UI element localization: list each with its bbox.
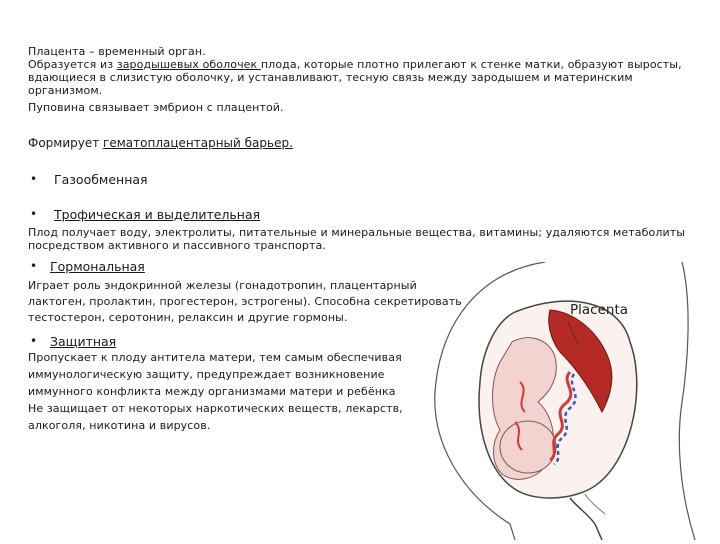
embryonic-membranes-link[interactable]: зародышевых оболочек: [116, 58, 261, 71]
fetus-head: [500, 421, 556, 473]
cervix: [570, 498, 602, 540]
cervix-inner: [585, 494, 605, 514]
intro-line-2: [28, 58, 682, 72]
protective-line-4: Не защищает от некоторых наркотических веществ, лекарств,: [28, 402, 403, 415]
hematoplacental-barrier-link[interactable]: гематоплацентарный барьер.: [103, 136, 293, 150]
barrier-line: [28, 136, 293, 151]
intro-line-3: вдающиеся в слизистую оболочку, и устанавливают, тесную связь между зародышем и материнским: [28, 71, 633, 84]
hormonal-line-2: лактоген, пролактин, прогестерон, эстрогены). Способна секретировать: [28, 295, 462, 308]
protective-line-3: иммунного конфликта между организмами матери и ребёнка: [28, 385, 396, 398]
intro-line-5: Пуповина связывает эмбрион с плацентой.: [28, 101, 284, 114]
function-gas-exchange: Газообменная: [54, 172, 148, 187]
placenta-illustration: [420, 262, 720, 540]
protective-line-1: Пропускает к плоду антитела матери, тем самым обеспечивая: [28, 351, 402, 364]
function-trophic[interactable]: Трофическая и выделительная: [54, 207, 261, 222]
bullet-trophic: •: [30, 207, 38, 221]
placenta-label: Placenta: [570, 302, 629, 318]
protective-line-2: иммунологическую защиту, предупреждает возникновение: [28, 368, 385, 381]
back-outline: [679, 262, 695, 540]
hormonal-line-3: тестостерон, серотонин, релаксин и другие гормоны.: [28, 311, 348, 324]
hormonal-line-1: Играет роль эндокринной железы (гонадотропин, плацентарный: [28, 279, 417, 292]
intro-line-4: организмом.: [28, 84, 103, 97]
barrier-pre: Формирует: [28, 136, 104, 150]
trophic-line-1: Плод получает воду, электролиты, питательные и минеральные вещества, витамины; удаляются метаболиты: [28, 226, 686, 239]
intro-line-1: Плацента – временный орган.: [28, 45, 206, 58]
bullet-protective: •: [30, 334, 38, 348]
bullet-hormonal: •: [30, 259, 38, 273]
protective-line-5: алкоголя, никотина и вирусов.: [28, 419, 211, 432]
intro-line-2-post: плода, которые плотно прилегают к стенке матки, образуют выросты,: [260, 58, 682, 71]
trophic-line-2: посредством активного и пассивного транспорта.: [28, 239, 326, 252]
function-protective[interactable]: Защитная: [50, 334, 117, 349]
bullet-gas-exchange: •: [30, 172, 38, 186]
intro-line-2-pre: Образуется из: [28, 58, 117, 71]
function-hormonal[interactable]: Гормональная: [50, 259, 145, 274]
